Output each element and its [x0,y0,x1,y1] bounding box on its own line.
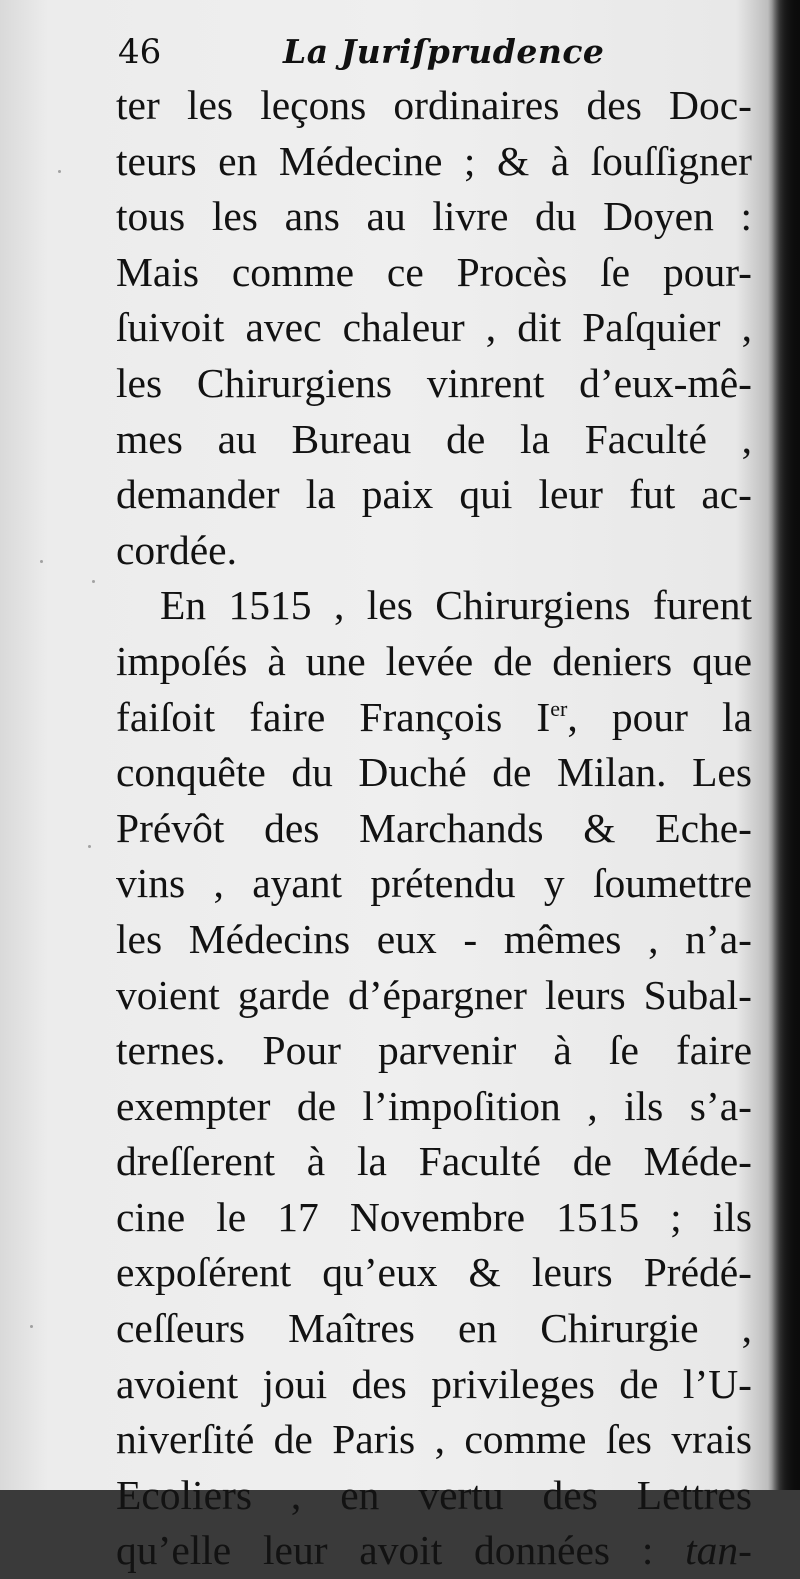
text-line-with-superscript [116,690,752,746]
text-line: cordée. [116,526,237,573]
text-line: voient garde d’épargner leurs Subal- [116,971,752,1018]
running-title: La Juriſprudence [283,32,605,71]
text-line: expoſérent qu’eux & leurs Prédé- [116,1249,752,1296]
text-line: les Médecins eux - mêmes , n’a- [116,915,752,962]
text-line: impoſés à une levée de deniers que [116,637,752,684]
text-line: exempter de l’impoſition , ils s’a- [116,1082,752,1129]
text-line: dreſſerent à la Faculté de Méde- [116,1138,752,1185]
superscript-er: er [550,695,568,721]
text-line: ceſſeurs Maîtres en Chirurgie , [116,1305,752,1352]
text-line: tous les ans au livre du Doyen : [116,193,752,240]
text-line: niverſité de Paris , comme ſes vrais [116,1416,752,1463]
paper-speck [58,170,61,173]
text-line-with-catchword [116,1523,752,1579]
text-line: ter les leçons ordinaires des Doc- [116,82,752,128]
text-line: Ecoliers , en vertu des Lettres [116,1471,752,1518]
page-header [118,26,678,80]
text-line: demander la paix qui leur fut ac- [116,471,752,518]
text-line-part: , pour la [567,693,752,740]
text-line: mes au Bureau de la Faculté , [116,415,752,462]
catchword: tan- [685,1527,752,1574]
paper-speck [30,1325,33,1328]
text-line: teurs en Médecine ; & à ſouſſigner [116,137,752,184]
paper-speck [92,580,95,583]
text-line: ternes. Pour parvenir à ſe faire [116,1027,752,1074]
text-line: conquête du Duché de Milan. Les [116,749,752,796]
gutter-shadow [772,0,800,1490]
text-line: avoient joui des privileges de l’U- [116,1360,752,1407]
text-line-part: qu’elle leur avoit données : [116,1527,654,1574]
paper-speck [88,845,91,848]
text-line: En 1515 , les Chirurgiens furent [160,582,752,629]
paper-speck [40,560,43,563]
text-line-part: faiſoit faire François I [116,693,551,740]
text-line: Mais comme ce Procès ſe pour- [116,248,752,295]
text-line: Prévôt des Marchands & Eche- [116,804,752,851]
text-line: cine le 17 Novembre 1515 ; ils [116,1193,752,1240]
page-number: 46 [118,32,162,72]
text-line: ſuivoit avec chaleur , dit Paſquier , [116,304,752,351]
text-line: vins , ayant prétendu y ſoumettre [116,860,752,907]
body-text [116,78,752,1579]
text-line: les Chirurgiens vinrent d’eux-mê- [116,359,752,406]
